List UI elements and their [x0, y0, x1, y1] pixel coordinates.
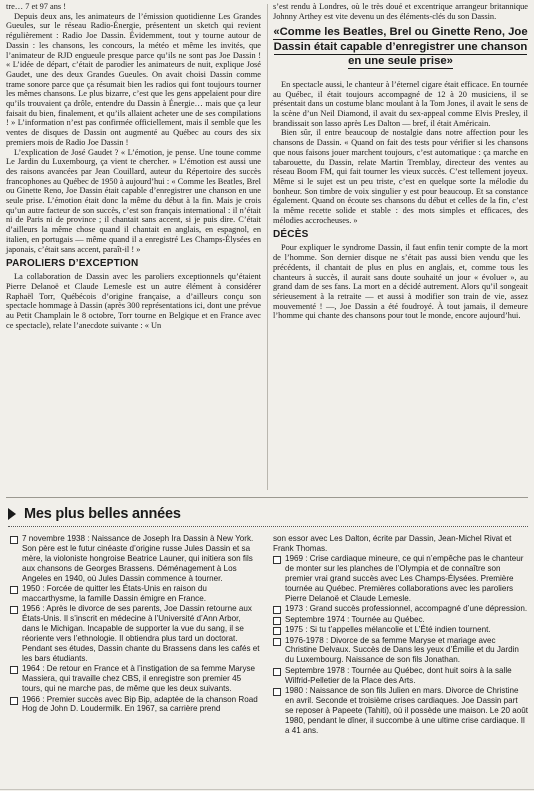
checkbox-bullet-icon [10, 586, 18, 594]
timeline-title: Mes plus belles années [24, 506, 181, 522]
article-column-left [6, 2, 261, 331]
article-paragraph: En spectacle aussi, le chanteur à l’éternel cigare était efficace. En tournée au Québec, il était toujours accompagné de 12 à 20 musiciens, il se présentait dans un costume blanc moulant à la Tom Jones, il avait le sens de la scène d’un Neil Diamond, il avait du sex-appeal comme Elvis Presley, il brandissait son lasso après Les Dalton — bref, il était Américain. [273, 79, 528, 128]
timeline-entry: 1966 : Premier succès avec Bip Bip, adaptée de la chanson Road Hog de John D. Loudermilk. En 1967, sa carrière prend [10, 695, 260, 715]
article-paragraph: Pour expliquer le syndrome Dassin, il faut enfin tenir compte de la mort de l’homme. Son dernier disque ne s’était pas aussi bien vendu que les précédents, il chantait de plus en plus en anglais, et, comme tous les chanteurs à succès, il aurait sans doute souhaité un jour « évoluer », au grand dam de ses fans. La mort en a décidé autrement. Alors qu’il songeait sérieusement à la retraite — et aussi à modifier son train de vie, assez mouvementé ! —, Joe Dassin a été foudroyé. À tout jamais, il demeure l’homme qui chante des chansons pour tout le monde, encore aujourd’hui. [273, 243, 528, 321]
checkbox-bullet-icon [273, 688, 281, 696]
checkbox-bullet-icon [10, 536, 18, 544]
checkbox-bullet-icon [273, 668, 281, 676]
timeline-entry: 7 novembre 1938 : Naissance de Joseph Ira Dassin à New York. Son père est le futur cinéaste d’origine russe Jules Dassin et sa mère, la violoniste hongroise Beatrice Launer, qui initiera son fils aux chansons de Georges Brassens. Déménagement à Los Angeles en 1940, où Jules Dassin commence à tourner. [10, 534, 260, 584]
checkbox-bullet-icon [273, 556, 281, 564]
article-paragraph: Depuis deux ans, les animateurs de l’émission quotidienne Les Grandes Gueules, sur le réseau Radio-Énergie, présentent un sketch qui revient régulièrement : Radio Joe Dassin. Évidemment, tout y tourne autour de Dassin : les chansons, les concours, la météo et même les invités, que l’animateur de RJD engueule presque parce qu’ils ne sont pas Joe Dassin ! « L’idée de départ, c’était de parodier les animateurs de nuit, explique José Gaudet, une des deux Grandes Gueules. On avait choisi Dassin comme trame sonore parce que ça résumait bien les radios qui font toujours tourner les mêmes chansons. Le plus bizarre, c’est que les gens appelaient pour dire qu’ils trouvaient ça drôle, entendre du Dassin à Énergie… mais que ça leur faisait du bien, finalement, et qu’ils allaient acheter une de ses compilations ! » L’information n’est pas confirmée officiellement, mais il semble que les ventes de disques de Dassin ont augmenté au Québec au cours des six premiers mois de Radio Joe Dassin ! [6, 11, 261, 147]
timeline-entry: Septembre 1974 : Tournée au Québec. [273, 615, 528, 625]
timeline-entry: 1980 : Naissance de son fils Julien en mars. Divorce de Christine en avril. Seconde et troisième crises cardiaques. Joe Dassin part se reposer à Papeete (Tahiti), où il possède une maison. Le 20 août 1980, pendant le dîner, il succombe à une ultime crise cardiaque. Il a 41 ans. [273, 686, 528, 736]
checkbox-bullet-icon [273, 617, 281, 625]
checkbox-bullet-icon [10, 697, 18, 705]
pull-quote [273, 25, 528, 72]
section-divider [6, 497, 528, 498]
column-divider [267, 4, 268, 490]
timeline-entry: 1964 : De retour en France et à l’instigation de sa femme Maryse Massiera, qui travaille chez CBS, il enregistre son premier 45 tours, qui ne marche pas, de même que les deux suivants. [10, 664, 260, 694]
checkbox-bullet-icon [10, 666, 18, 674]
timeline-divider [8, 526, 528, 527]
checkbox-bullet-icon [10, 606, 18, 614]
article-paragraph: Bien sûr, il entre beaucoup de nostalgie dans notre affection pour les chansons de Dassin. « Quand on fait des tests pour vérifier si les chansons que nous faisons jouer marchent toujours, c’est automatique : ça marche en tabarouette, du Dassin, relate Martin Tremblay, directeur des ventes au réseau Boom FM, qui fait tourner les vieux succès. C’est tellement joyeux. Même si le sujet est un peu triste, c’est en quelque sorte la mélodie du bonheur. Son timbre de voix singulier y est pour beaucoup. Et sa constance également. Quand on écoute ses chansons du début et celles de la fin, c’est la même recette solide et stable : des mots simples et efficaces, des mélodies accrocheuses. » [273, 128, 528, 225]
timeline-entry: 1973 : Grand succès professionnel, accompagné d’une dépression. [273, 604, 528, 614]
checkbox-bullet-icon [273, 627, 281, 635]
timeline-column-left [10, 534, 260, 715]
timeline-entry: Septembre 1978 : Tournée au Québec, dont huit soirs à la salle Wilfrid-Pelletier de la Place des Arts. [273, 666, 528, 686]
timeline-column-right [273, 534, 528, 736]
timeline-entry: 1976-1978 : Divorce de sa femme Maryse et mariage avec Christine Delvaux. Succès de Dans les yeux d’Émilie et du Jardin du Luxembourg. Naissance de son fils Jonathan. [273, 636, 528, 666]
triangle-arrow-icon [8, 508, 16, 520]
timeline-heading [8, 504, 181, 524]
article-paragraph: s’est rendu à Londres, où le très doué et excentrique arrangeur britannique Johnny Arthey est vite devenu un des éléments-clés du son Dassin. [273, 2, 528, 21]
timeline-entry: 1969 : Crise cardiaque mineure, ce qui n’empêche pas le chanteur de monter sur les planches de l’Olympia et de connaître son premier vrai grand succès avec Les Champs-Élysées. Première tournée au Québec. Premières collaborations avec les paroliers Pierre Delanoë et Claude Lemesle. [273, 554, 528, 604]
article-paragraph: tre… 7 et 97 ans ! [6, 2, 67, 11]
section-subhead-paroliers: PAROLIERS D’EXCEPTION [6, 258, 139, 270]
article-column-right [273, 2, 528, 321]
timeline-entry: 1956 : Après le divorce de ses parents, Joe Dassin retourne aux États-Unis. Il s’inscrit en médecine à l’Université d’Ann Arbor, dans le Michigan. Incapable de supporter la vue du sang, il se réoriente vers l’ethnologie. Il obtiendra plus tard un doctorat. Pendant ses études, Dassin chante du Brassens dans les cafés et les bars étudiants. [10, 604, 260, 663]
pull-quote-text: «Comme les Beatles, Brel ou Ginette Reno, Joe Dassin était capable d’enregistrer une chanson en une seule prise» [273, 26, 528, 68]
timeline-entry-continuation: son essor avec Les Dalton, écrite par Dassin, Jean-Michel Rivat et Frank Thomas. [273, 534, 512, 553]
timeline-entry: 1975 : Si tu t’appelles mélancolie et L’Été indien tournent. [273, 625, 528, 635]
checkbox-bullet-icon [273, 638, 281, 646]
article-paragraph: L’explication de José Gaudet ? « L’émotion, je pense. Une toune comme Le Jardin du Luxembourg, ça vient te chercher. » L’émotion est aussi une des raisons avancées par Jean Couillard, auteur du Répertoire des succès francophones au Québec de 1950 à aujourd’hui : « Comme les Beatles, Brel ou Ginette Reno, Joe Dassin était capable d’enregistrer une chanson en une seule prise. L’émotion était donc la même du début à la fin. Mais je crois qu’un autre facteur de son succès, c’est son français international : il n’était ni de Paris ni de province ; il chantait sans accent, si je puis dire. C’était d’ailleurs la même chose quand il chantait en anglais, en espagnol, en italien, en portugais — même quand il a enregistré Les Champs-Élysées en japonais, c’était sans accent, paraît-il ! » [6, 147, 261, 254]
page-edge [0, 789, 534, 790]
section-subhead-deces: DÉCÈS [273, 229, 309, 241]
checkbox-bullet-icon [273, 606, 281, 614]
timeline-entry: 1950 : Forcée de quitter les États-Unis en raison du maccarthysme, la famille Dassin émigre en France. [10, 584, 260, 604]
article-paragraph: La collaboration de Dassin avec les paroliers exceptionnels qu’étaient Pierre Delanoë et Claude Lemesle est un autre élément à considérer Raphaël Torr, Québécois d’origine française, a d’ailleurs conçu son spectacle hommage à Dassin (après 300 représentations ici, dont une prévue au Petit Champlain le 8 octobre, Torr tourne en Belgique et en France avec ce spectacle), relate l’anecdote suivante : « Un [6, 272, 261, 330]
